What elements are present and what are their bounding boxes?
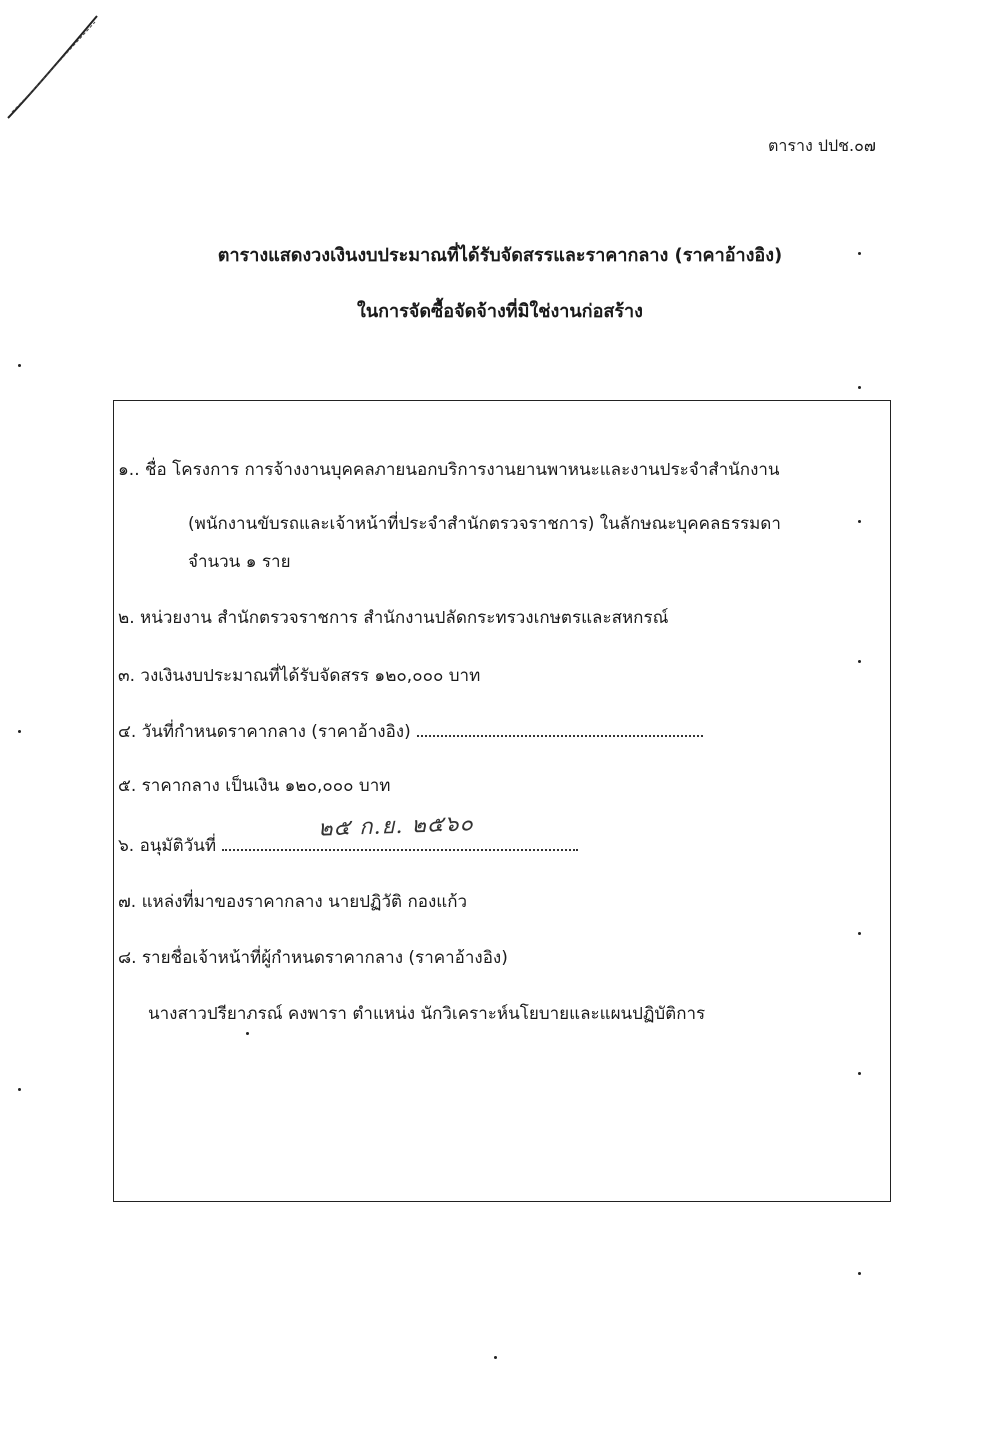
item-4-label: ๔. วันที่กำหนดราคากลาง (ราคาอ้างอิง) — [118, 722, 411, 742]
handwritten-approval-date: ๒๕ ก.ย. ๒๕๖๐ — [317, 811, 475, 842]
page-subtitle: ในการจัดซื้อจัดจ้างที่มิใช่งานก่อสร้าง — [357, 301, 643, 322]
scan-speck — [858, 252, 861, 255]
item-4-reference-date — [118, 718, 703, 745]
scan-speck — [858, 932, 861, 935]
item-2-agency: ๒. หน่วยงาน สำนักตรวจราชการ สำนักงานปลัดกระทรวงเกษตรและสหกรณ์ — [118, 608, 669, 628]
scan-speck — [858, 660, 861, 663]
item-5-reference-price: ๕. ราคากลาง เป็นเงิน ๑๒๐,๐๐๐ บาท — [118, 776, 391, 796]
item-4-blank-line — [417, 734, 703, 737]
pen-mark — [0, 0, 110, 130]
item-6-approval-date — [118, 832, 578, 859]
page-title: ตารางแสดงวงเงินงบประมาณที่ได้รับจัดสรรและราคากลาง (ราคาอ้างอิง) — [217, 245, 783, 266]
scan-speck — [18, 364, 21, 367]
scan-speck — [246, 1032, 249, 1035]
item-7-price-source: ๗. แหล่งที่มาของราคากลาง นายปฏิวัติ กองแก้ว — [118, 892, 468, 912]
scan-speck — [494, 1356, 497, 1359]
scan-speck — [858, 1272, 861, 1275]
item-6-label: ๖. อนุมัติวันที่ — [118, 836, 217, 856]
item-8-officer-name: นางสาวปรียาภรณ์ คงพารา ตำแหน่ง นักวิเคราะห์นโยบายและแผนปฏิบัติการ — [148, 1004, 706, 1024]
item-1-quantity: จำนวน ๑ ราย — [188, 552, 291, 572]
item-8-officer-heading: ๘. รายชื่อเจ้าหน้าที่ผู้กำหนดราคากลาง (ราคาอ้างอิง) — [118, 948, 508, 968]
item-1-project-name: ๑.. ชื่อ โครงการ การจ้างงานบุคคลภายนอกบริการงานยานพาหนะและงานประจำสำนักงาน — [118, 460, 780, 480]
item-1-project-detail: (พนักงานขับรถและเจ้าหน้าที่ประจำสำนักตรวจราชการ) ในลักษณะบุคคลธรรมดา — [188, 514, 781, 534]
scan-speck — [858, 1072, 861, 1075]
item-6-blank-line — [222, 848, 578, 851]
scan-speck — [858, 386, 861, 389]
scan-speck — [18, 1088, 21, 1091]
item-3-budget: ๓. วงเงินงบประมาณที่ได้รับจัดสรร ๑๒๐,๐๐๐ บาท — [118, 666, 481, 686]
scan-speck — [18, 730, 21, 733]
scan-speck — [858, 520, 861, 523]
form-code: ตาราง ปปช.๐๗ — [768, 136, 876, 155]
